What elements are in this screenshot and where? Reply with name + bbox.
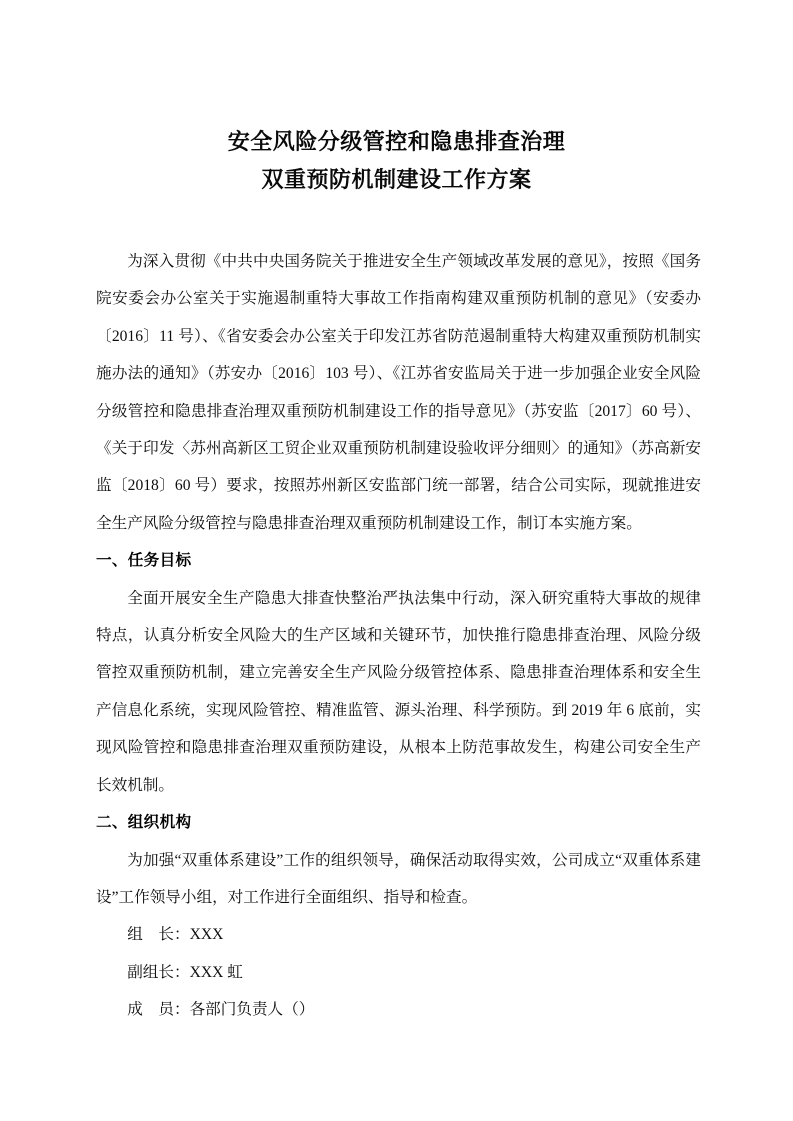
roster-item-leader: 组 长：XXX <box>127 926 224 944</box>
preamble-paragraph: 为深入贯彻《中共中央国务院关于推进安全生产领域改革发展的意见》，按照《国务院安委会办公室关于实施遏制重特大事故工作指南构建双重预防机制的意见》（安委办〔2016〕11 号）、《省安委会办公室关于印发江苏省防范遏制重特大构建双重预防机制实施办法的通知》（苏安办〔2016〕103 号）、《江苏省安监局关于进一步加强企业安全风险分级管控和隐患排查治理双重预防机制建设工作的指导意见》（苏安监〔2017〕60 号）、《关于印发〈苏州高新区工贸企业双重预防机制建设验收评分细则〉的通知》（苏高新安监〔2018〕60 号）要求，按照苏州新区安监部门统一部署，结合公司实际，现就推进安全生产风险分级管控与隐患排查治理双重预防机制建设工作，制订本实施方案。 <box>96 253 701 532</box>
section-heading-organization: 二、组织机构 <box>96 813 192 832</box>
section-body-organization: 为加强“双重体系建设”工作的组织领导，确保活动取得实效，公司成立“双重体系建设”工作领导小组，对工作进行全面组织、指导和检查。 <box>96 851 701 906</box>
document-title <box>0 124 793 200</box>
roster-item-members: 成 员：各部门负责人（） <box>127 1001 315 1019</box>
document-title-line-1: 安全风险分级管控和隐患排查治理 <box>227 130 566 155</box>
document-body <box>96 243 701 1029</box>
section-heading-tasks: 一、任务目标 <box>96 551 192 570</box>
roster-item-deputy-leader: 副组长：XXX 虹 <box>127 963 243 981</box>
document-title-line-2: 双重预防机制建设工作方案 <box>261 168 532 193</box>
section-body-tasks: 全面开展安全生产隐患大排查快整治严执法集中行动，深入研究重特大事故的规律特点，认真分析安全风险大的生产区域和关键环节，加快推行隐患排查治理、风险分级管控双重预防机制，建立完善安全生产风险分级管控体系、隐患排查治理体系和安全生产信息化系统，实现风险管控、精准监管、源头治理、科学预防。到 2019 年 6 底前，实现风险管控和隐患排查治理双重预防建设，从根本上防范事故发生，构建公司安全生产长效机制。 <box>96 589 701 794</box>
